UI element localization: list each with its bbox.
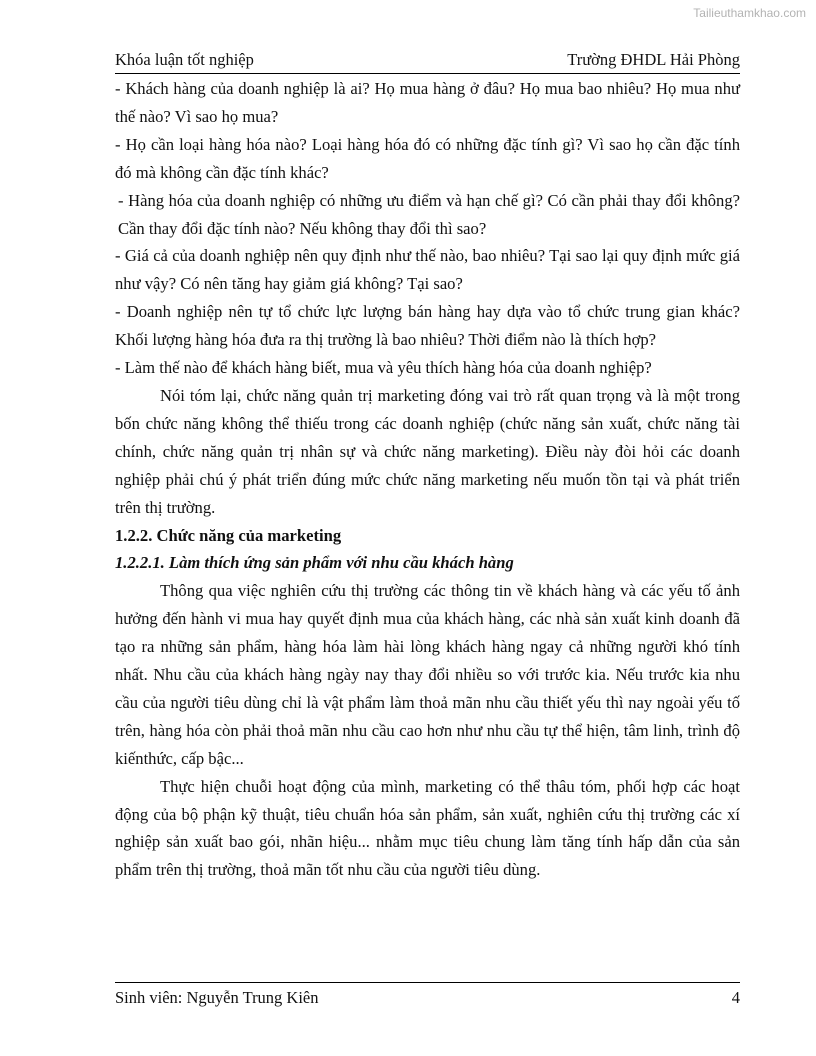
bullet-item: - Làm thế nào để khách hàng biết, mua và yêu thích hàng hóa của doanh nghiệp? [115,358,652,378]
bullet-item: - Giá cả của doanh nghiệp nên quy định như thế nào, bao nhiêu? Tại sao lại quy định mức giá như vậy? Có nên tăng hay giảm giá không? Tại sao? [115,246,740,294]
footer-student: Sinh viên: Nguyễn Trung Kiên [115,988,319,1007]
body-paragraph: Thông qua việc nghiên cứu thị trường các thông tin về khách hàng và các yếu tố ảnh hưởng đến hành vi mua hay quyết định mua của khách hàng, các nhà sản xuất kinh doanh đã tạo ra những sản phẩm, hàng hóa làm hài lòng khách hàng ngay cả những người khó tính nhất. Nhu cầu của khách hàng ngày nay thay đổi nhiều so với trước kia. Nếu trước kia nhu cầu của người tiêu dùng chỉ là vật phẩm làm thoả mãn nhu cầu thiết yếu thì nay ngoài yếu tố trên, hàng hóa còn phải thoả mãn nhu cầu cao hơn như nhu cầu tự thể hiện, tâm linh, trình độ kiếnthức, cấp bậc... [115,581,740,768]
page-header [115,50,740,74]
bullet-item: - Khách hàng của doanh nghiệp là ai? Họ mua hàng ở đâu? Họ mua bao nhiêu? Họ mua như thế nào? Vì sao họ mua? [115,79,740,126]
page-number: 4 [731,988,740,1007]
bullet-item: - Họ cần loại hàng hóa nào? Loại hàng hóa đó có những đặc tính gì? Vì sao họ cần đặc tính đó mà không cần đặc tính khác? [115,134,740,182]
subsection-heading: 1.2.2.1. Làm thích ứng sản phẩm với nhu cầu khách hàng [115,553,514,573]
bullet-item: - Hàng hóa của doanh nghiệp có những ưu điểm và hạn chế gì? Có cần phải thay đổi không? Cần thay đổi đặc tính nào? Nếu không thay đổi thì sao? [118,190,740,238]
page-footer [115,982,740,1007]
section-heading: 1.2.2. Chức năng của marketing [115,525,342,545]
bullet-item: - Doanh nghiệp nên tự tổ chức lực lượng bán hàng hay dựa vào tổ chức trung gian khác? Khối lượng hàng hóa đưa ra thị trường là bao nhiêu? Thời điểm nào là thích hợp? [115,302,740,350]
summary-paragraph: Nói tóm lại, chức năng quản trị marketing đóng vai trò rất quan trọng và là một trong bốn chức năng không thể thiếu trong các doanh nghiệp (chức năng sản xuất, chức năng tài chính, chức năng quản trị nhân sự và chức năng marketing). Điều này đòi hỏi các doanh nghiệp phải chú ý phát triển đúng mức chức năng marketing nếu muốn tồn tại và phát triển trên thị trường. [115,385,740,517]
page-body [115,75,740,884]
watermark: Tailieuthamkhao.com [693,6,806,20]
header-school: Trường ĐHDL Hải Phòng [567,50,740,69]
body-paragraph: Thực hiện chuỗi hoạt động của mình, marketing có thể thâu tóm, phối hợp các hoạt động của bộ phận kỹ thuật, tiêu chuẩn hóa sản phẩm, sản xuất, nghiên cứu thị trường các xí nghiệp sản xuất bao gói, nhãn hiệu... nhằm mục tiêu chung làm tăng tính hấp dẫn của sản phẩm trên thị trường, thoả mãn tốt nhu cầu của người tiêu dùng. [115,776,740,880]
header-title: Khóa luận tốt nghiệp [115,50,254,69]
